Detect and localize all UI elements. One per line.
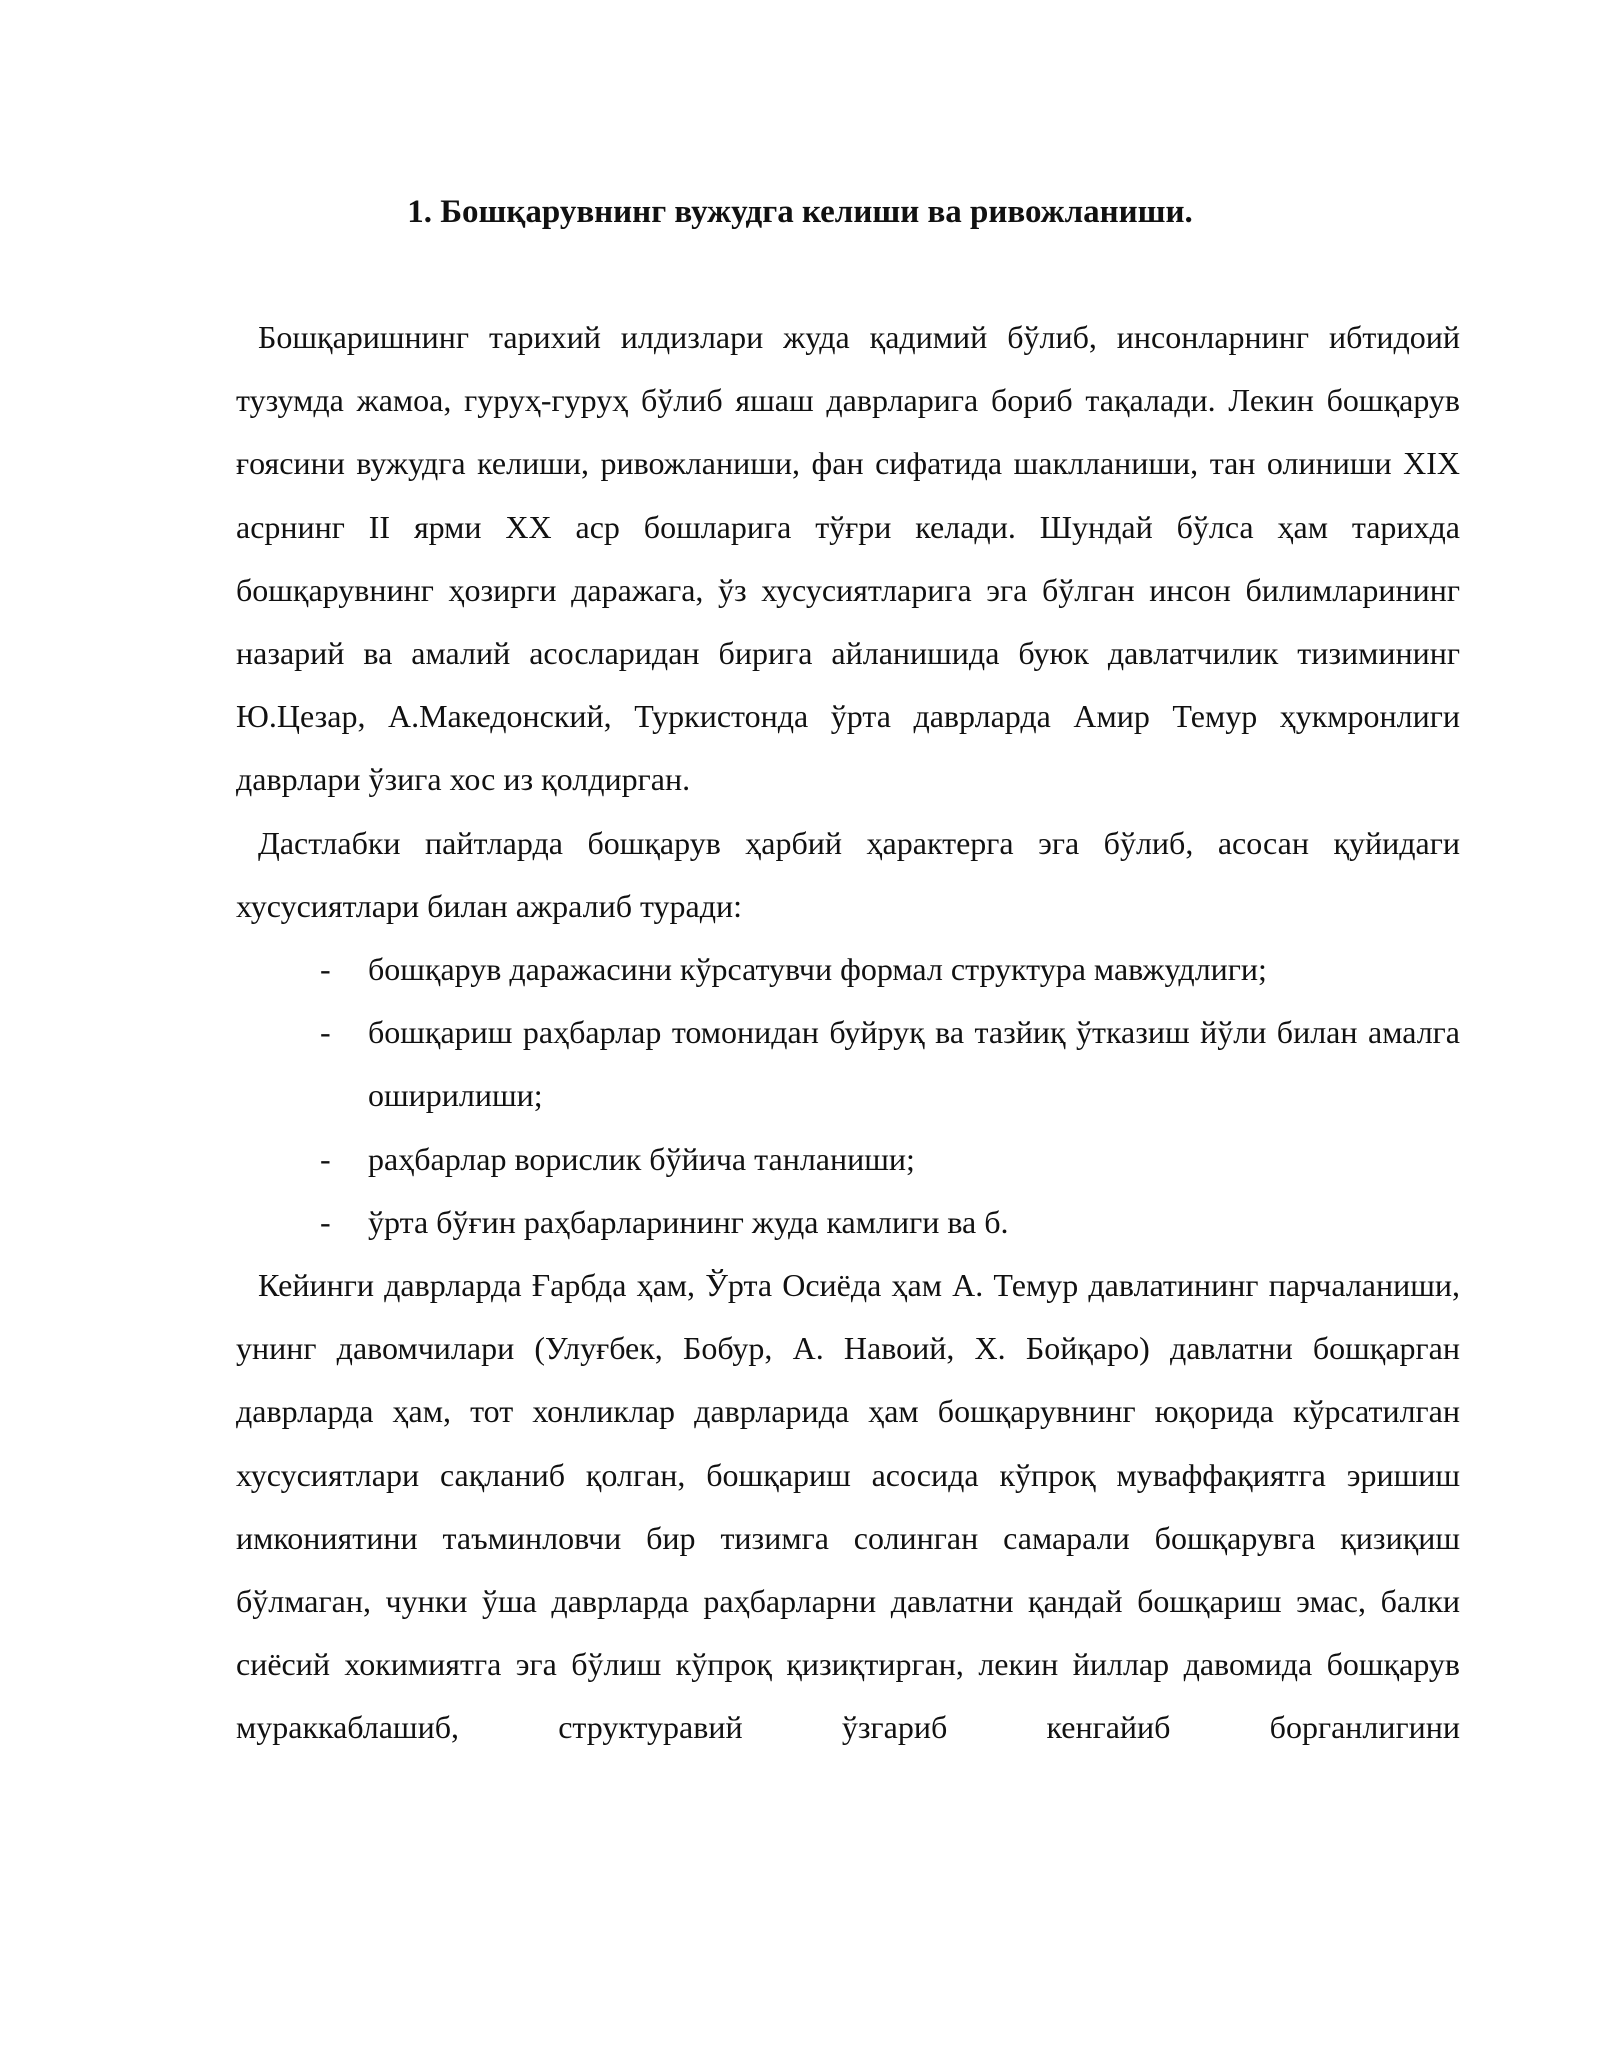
paragraph-later-periods: Кейинги даврларда Ғарбда ҳам, Ўрта Осиёда ҳам А. Темур давлатининг парчаланиши, унинг давомчилари (Улуғбек, Бобур, А. Навоий, Х. Бойқаро) давлатни бошқарган даврларда ҳам, тот хонликлар даврларида ҳам бошқарувнинг юқорида кўрсатилган хусусиятлари сақланиб қолган, бошқариш асосида кўпроқ муваффақиятга эришиш имкониятини таъминловчи бир тизимга солинган самарали бошқарувга қизиқиш бўлмаган, чунки ўша даврларда раҳбарларни давлатни қандай бошқариш эмас, балки сиёсий хокимиятга эга бўлиш кўпроқ қизиқтирган, лекин йиллар давомида бошқарув мураккаблашиб, структуравий ўзгариб кенгайиб борганлигини [236,1267,1460,1746]
document-title: 1. Бошқарувнинг вужудга келиши ва ривожланиши. [407,194,1193,230]
list-item [236,1128,1460,1191]
bullet-marker: - [320,1140,331,1177]
list-item-text: бошқарув даражасини кўрсатувчи формал структура мавжудлиги; [368,951,1267,988]
list-item [236,1191,1460,1254]
list-item [236,938,1460,1001]
paragraph-history: Бошқаришнинг тарихий илдизлари жуда қадимий бўлиб, инсонларнинг ибтидоий тузумда жамоа, гуруҳ-гуруҳ бўлиб яшаш даврларига бориб тақалади. Лекин бошқарув ғоясини вужудга келиши, ривожланиши, фан сифатида шаклланиши, тан олиниши XIX асрнинг II ярми XX аср бошларига тўғри келади. Шундай бўлса ҳам тарихда бошқарувнинг ҳозирги даражага, ўз хусусиятларига эга бўлган инсон билимларининг назарий ва амалий асосларидан бирига айланишида буюк давлатчилик тизимининг Ю.Цезар, А.Македонский, Туркистонда ўрта даврларда Амир Темур ҳукмронлиги даврлари ўзига хос из қолдирган. [236,319,1460,798]
list-item-text: ўрта бўғин раҳбарларининг жуда камлиги ва б. [368,1203,1009,1240]
features-list [236,938,1460,1254]
bullet-marker: - [320,1014,331,1051]
list-item [236,1001,1460,1127]
list-item-text: бошқариш раҳбарлар томонидан буйруқ ва тазйиқ ўтказиш йўли билан амалга оширилиши; [368,1014,1460,1114]
bullet-marker: - [320,1203,331,1240]
bullet-marker: - [320,951,331,988]
document-body [236,306,1460,1760]
paragraph-early-features: Дастлабки пайтларда бошқарув ҳарбий ҳарактерга эга бўлиб, асосан қуйидаги хусусиятлари билан ажралиб туради: [236,824,1460,924]
list-item-text: раҳбарлар ворислик бўйича танланиши; [368,1140,915,1177]
